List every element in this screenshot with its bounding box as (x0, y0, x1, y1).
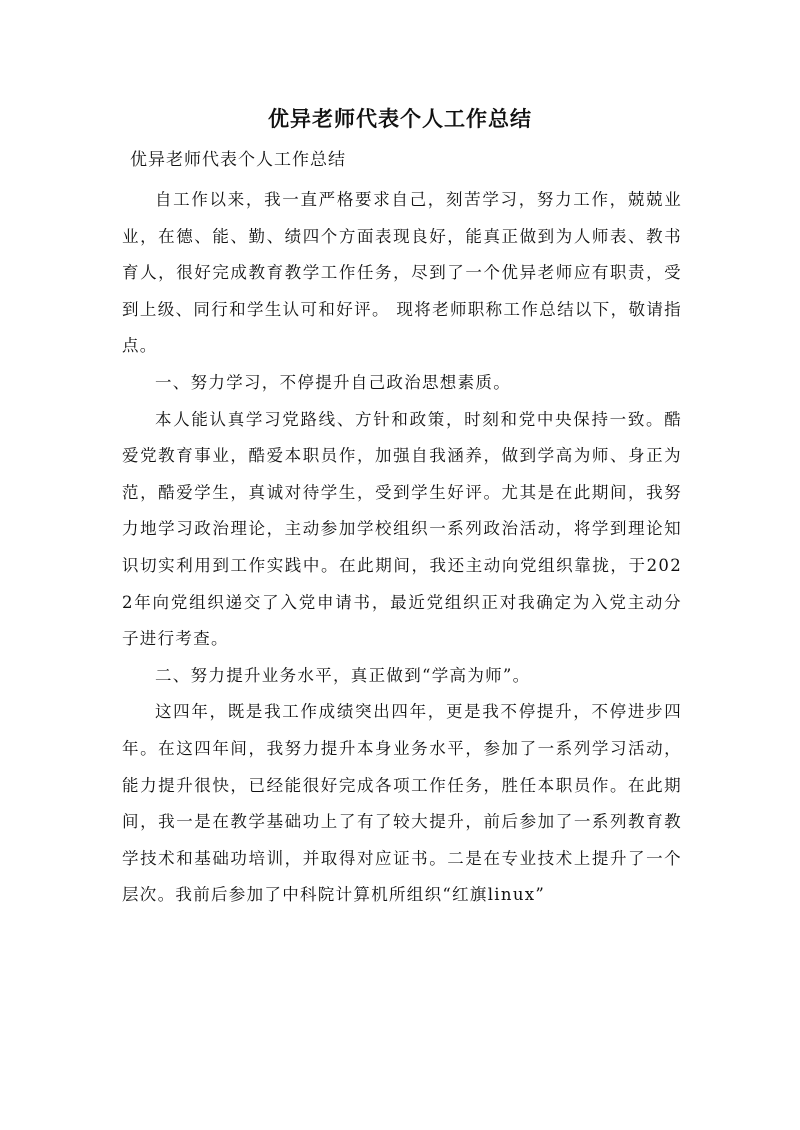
paragraph-section-1: 本人能认真学习党路线、方针和政策，时刻和党中央保持一致。酷爱党教育事业，酷爱本职员作，加强自我涵养，做到学高为师、身正为范，酷爱学生，真诚对待学生，受到学生好评。尤其是在此期间，我努力地学习政治理论，主动参加学校组织一系列政治活动，将学到理论知识切实利用到工作实践中。在此期间，我还主动向党组织靠拢，于2022年向党组织递交了入党申请书，最近党组织正对我确定为入党主动分子进行考查。 (122, 409, 682, 649)
document-body (122, 182, 682, 914)
paragraph-intro: 自工作以来，我一直严格要求自己，刻苦学习，努力工作，兢兢业业，在德、能、勤、绩四个方面表现良好，能真正做到为人师表、教书育人，很好完成教育教学工作任务，尽到了一个优异老师应有职责，受到上级、同行和学生认可和好评。 现将老师职称工作总结以下，敬请指点。 (122, 190, 682, 356)
section-heading-2: 二、努力提升业务水平，真正做到“学高为师”。 (155, 665, 531, 685)
paragraph-section-2: 这四年，既是我工作成绩突出四年，更是我不停提升，不停进步四年。在这四年间，我努力提升本身业务水平，参加了一系列学习活动，能力提升很快，已经能很好完成各项工作任务，胜任本职员作。在此期间，我一是在教学基础功上了有了较大提升，前后参加了一系列教育教学技术和基础功培训，并取得对应证书。二是在专业技术上提升了一个层次。我前后参加了中科院计算机所组织“红旗linux” (122, 702, 682, 905)
document-title: 优异老师代表个人工作总结 (268, 106, 532, 131)
section-heading-1: 一、努力学习，不停提升自己政治思想素质。 (155, 372, 511, 392)
document-subtitle: 优异老师代表个人工作总结 (130, 150, 346, 170)
